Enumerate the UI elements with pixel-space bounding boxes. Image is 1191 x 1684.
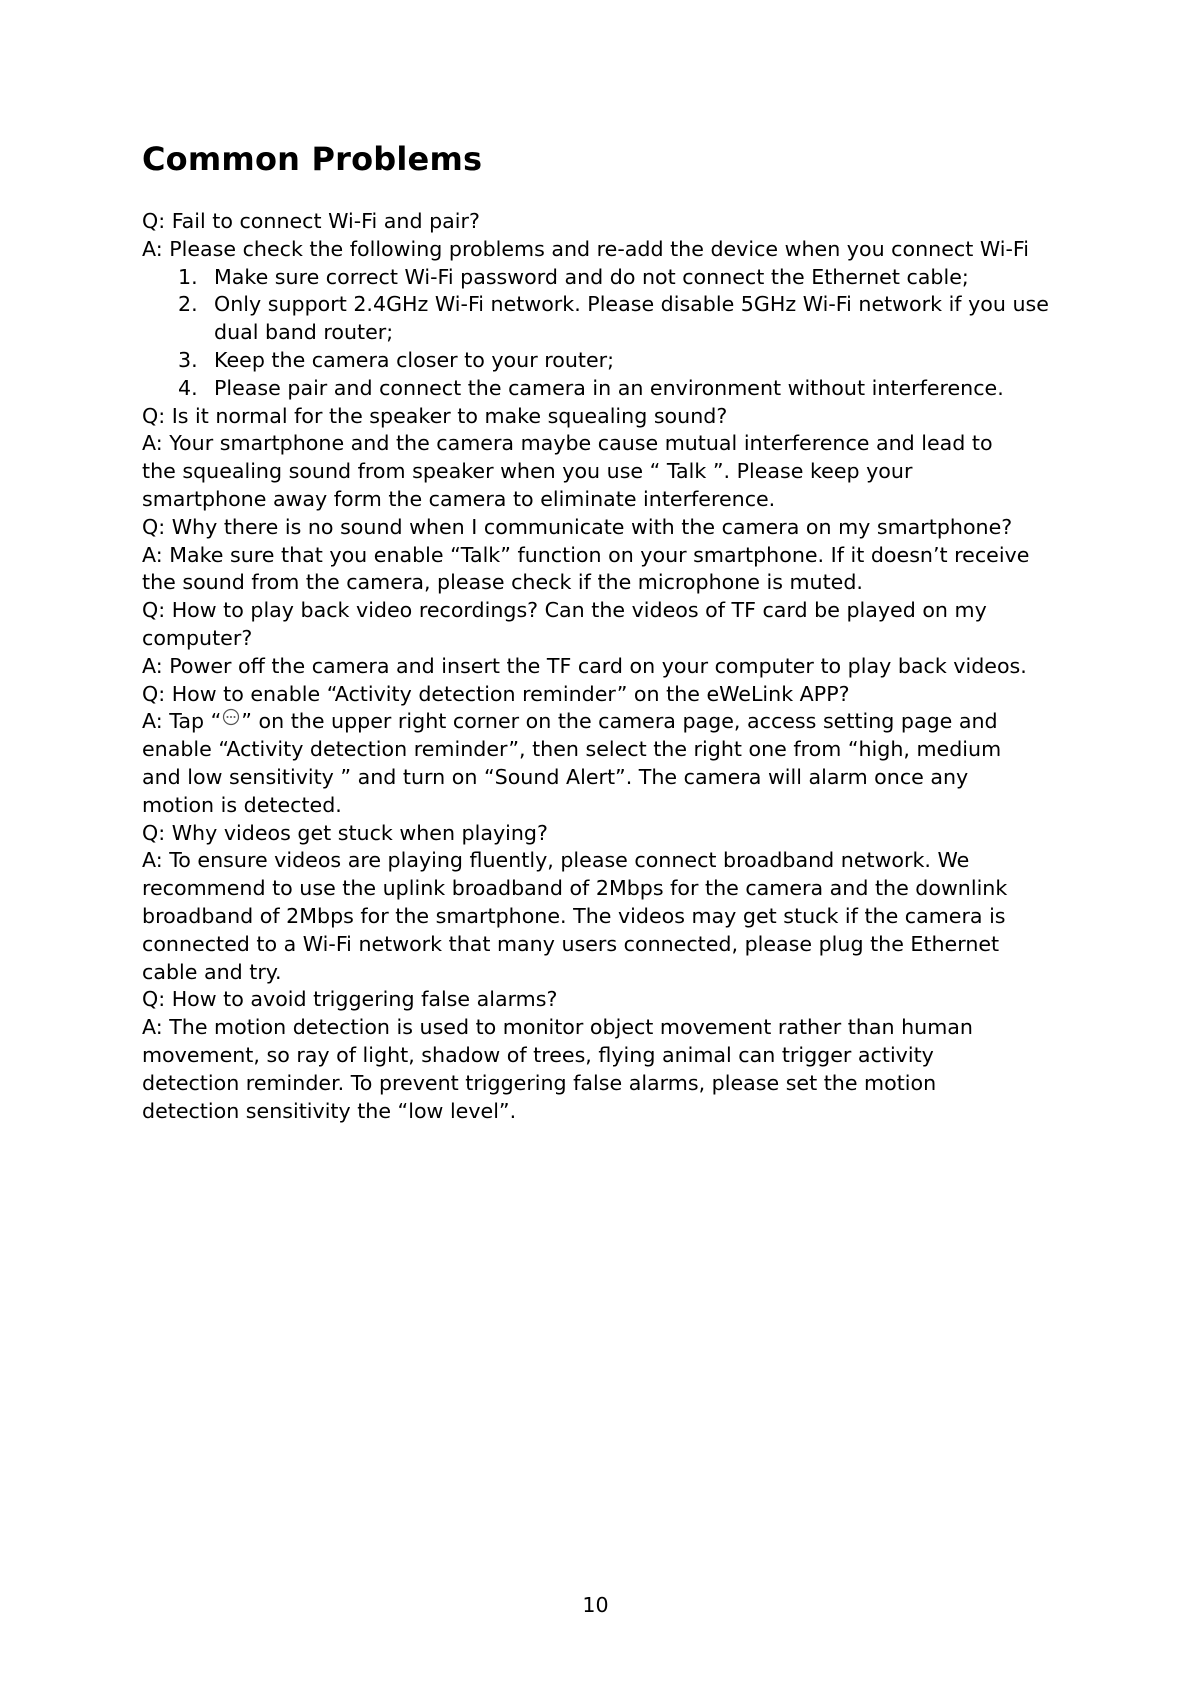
list-item-text: Only support 2.4GHz Wi-Fi network. Please disable 5GHz Wi-Fi network if you use [214, 292, 1049, 317]
faq-answer-line: motion is detected. [142, 792, 342, 817]
faq-content [142, 208, 1049, 1125]
list-item [142, 291, 1049, 347]
faq-question: Q: Fail to connect Wi-Fi and pair? [142, 209, 480, 233]
faq-answer-line: movement, so ray of light, shadow of trees, flying animal can trigger activity [142, 1042, 934, 1067]
faq-answer-line [142, 708, 1042, 736]
faq-question: Q: How to avoid triggering false alarms? [142, 987, 558, 1012]
faq-answer-line: connected to a Wi-Fi network that many users connected, please plug the Ethernet [142, 931, 1000, 956]
list-number: 2. [178, 292, 198, 317]
list-number: 3. [178, 347, 198, 372]
list-item-text: Keep the camera closer to your router; [214, 347, 615, 372]
faq-answer-line: and low sensitivity ” and turn on “Sound Alert”. The camera will alarm once any [142, 764, 969, 789]
faq-answer-line: broadband of 2Mbps for the smartphone. The videos may get stuck if the camera is [142, 903, 1006, 928]
faq-question: Q: Is it normal for the speaker to make squealing sound? [142, 403, 728, 428]
list-item [142, 347, 1042, 375]
faq-answer: A: Power off the camera and insert the TF card on your computer to play back videos. [142, 653, 1027, 678]
more-dots-icon [222, 708, 240, 726]
faq-answer-line: A: To ensure videos are playing fluently, please connect broadband network. We [142, 848, 970, 873]
faq-answer-line: the sound from the camera, please check if the microphone is muted. [142, 570, 863, 595]
page-title: Common Problems [142, 140, 483, 178]
faq-answer: A: Please check the following problems and re-add the device when you connect Wi-Fi [142, 236, 1029, 261]
faq-answer-line: A: The motion detection is used to monitor object movement rather than human [142, 1015, 973, 1040]
faq-answer-line: detection reminder. To prevent triggering false alarms, please set the motion [142, 1070, 937, 1095]
answer-prefix: A: Tap “ [142, 709, 222, 734]
faq-answer-line: smartphone away form the camera to eliminate interference. [142, 486, 776, 511]
faq-question: Q: Why there is no sound when I communicate with the camera on my smartphone? [142, 514, 1013, 539]
list-number: 1. [178, 264, 198, 289]
page-number: 10 [582, 1593, 609, 1617]
faq-answer-line: the squealing sound from speaker when you use “ Talk ”. Please keep your [142, 459, 913, 484]
steps-list [142, 264, 1049, 403]
answer-suffix: ” on the upper right corner on the camera page, access setting page and [241, 709, 998, 734]
list-item-text: Please pair and connect the camera in an environment without interference. [214, 375, 1004, 400]
faq-answer-line: A: Make sure that you enable “Talk” function on your smartphone. If it doesn’t receive [142, 542, 1030, 567]
list-item-text-continued: dual band router; [214, 320, 394, 345]
faq-question: Q: How to enable “Activity detection reminder” on the eWeLink APP? [142, 681, 850, 706]
list-item [142, 264, 1042, 292]
faq-question: Q: Why videos get stuck when playing? [142, 820, 548, 845]
faq-answer-line: A: Your smartphone and the camera maybe cause mutual interference and lead to [142, 431, 993, 456]
faq-answer-line: enable “Activity detection reminder”, then select the right one from “high, medium [142, 737, 1002, 762]
faq-question-line: Q: How to play back video recordings? Can the videos of TF card be played on my [142, 598, 987, 623]
list-item [142, 375, 1042, 403]
list-number: 4. [178, 375, 198, 400]
faq-answer-line: detection sensitivity the “low level”. [142, 1098, 517, 1123]
faq-question-line: computer? [142, 625, 253, 650]
list-item-text: Make sure correct Wi-Fi password and do not connect the Ethernet cable; [214, 264, 969, 289]
faq-answer-line: cable and try. [142, 959, 282, 984]
faq-answer-line: recommend to use the uplink broadband of 2Mbps for the camera and the downlink [142, 876, 1008, 901]
